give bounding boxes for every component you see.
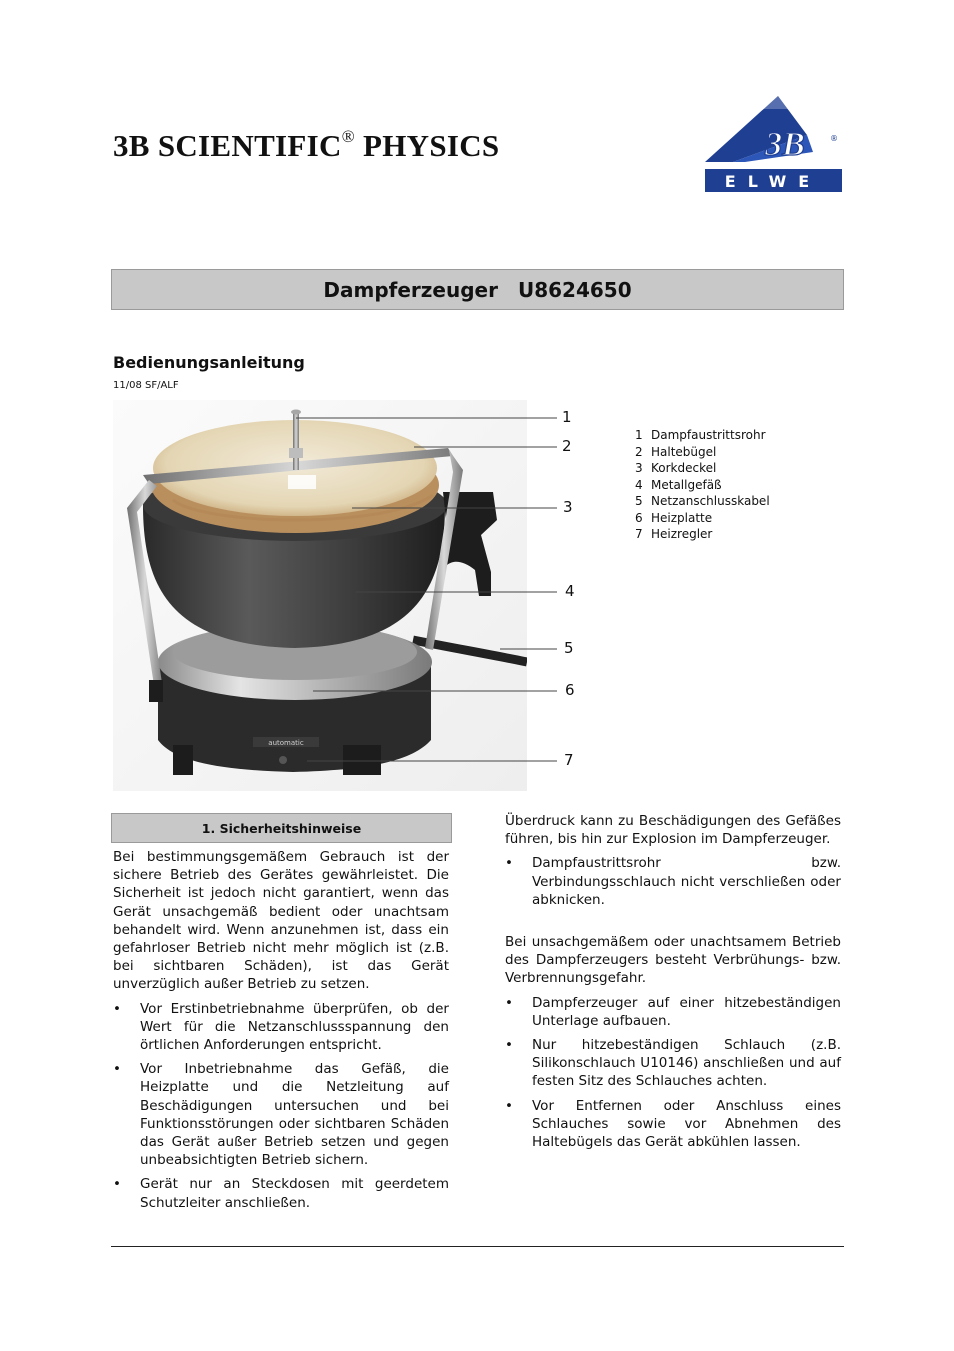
legend-item: 3 Korkdeckel (635, 461, 717, 475)
3b-elwe-logo (703, 95, 842, 193)
svg-text:3B: 3B (765, 126, 805, 163)
footer-rule (111, 1246, 844, 1247)
overpressure-bullet-list (505, 854, 841, 909)
callout-number-5: 5 (564, 639, 574, 657)
svg-text:automatic: automatic (268, 739, 304, 747)
brand-title (113, 128, 499, 164)
bullet-item: • Vor Erstinbetriebnahme überprüfen, ob der Wert für die Netzanschlussspannung den örtlichen Anforderungen entspricht. (113, 1000, 449, 1055)
product-name: Dampferzeuger (323, 277, 498, 302)
section-heading-safety: 1. Sicherheitshinweise (111, 813, 452, 843)
bullet-item: • Dampfaustrittsrohr bzw. Verbindungsschlauch nicht verschließen oder abknicken. (505, 854, 841, 909)
legend-item: 7 Heizregler (635, 527, 713, 541)
legend-item: 4 Metallgefäß (635, 477, 722, 492)
bullet-item: • Nur hitzebeständigen Schlauch (z.B. Silikonschlauch U10146) anschließen und auf festen Sitz des Schlauches achten. (505, 1036, 841, 1091)
scald-warning-paragraph: Bei unsachgemäßem oder unachtsamem Betrieb des Dampferzeugers besteht Verbrühungs- bzw. Verbrennungsgefahr. (505, 934, 841, 987)
callout-number-7: 7 (564, 751, 574, 769)
figure-legend (635, 427, 770, 543)
callout-number-4: 4 (565, 582, 575, 600)
callout-number-6: 6 (565, 681, 575, 699)
legend-item: 6 Heizplatte (635, 510, 713, 525)
document-title-bar (111, 269, 844, 310)
text-column-left (113, 848, 449, 1212)
scald-bullet-list (505, 994, 841, 1152)
brand-main: 3B SCIENTIFIC (113, 128, 342, 163)
bullet-item: • Vor Inbetriebnahme das Gefäß, die Heizplatte und die Netzleitung auf Beschädigungen untersuchen und bei Funktionsstörungen oder sichtbaren Schäden das Gerät außer Betrieb setzen und gegen unbeabsichtigten Betrieb sichern. (113, 1060, 449, 1169)
overpressure-paragraph: Überdruck kann zu Beschädigungen des Gefäßes führen, bis hin zur Explosion im Dampferzeuger. (505, 813, 841, 848)
callout-number-1: 1 (562, 408, 572, 426)
safety-intro-paragraph: Bei bestimmungsgemäßem Gebrauch ist der sichere Betrieb des Gerätes gewährleistet. Die Sicherheit ist jedoch nicht garantiert, wenn das Gerät unsachgemäß bedient oder unachtsam behandelt wird. Wenn anzunehmen ist, dass ein gefahrloser Betrieb nicht mehr möglich ist (z.B. bei sichtbaren Schäden), ist das Gerät unverzüglich außer Betrieb zu setzen. (113, 849, 449, 993)
callout-number-3: 3 (563, 498, 573, 516)
registered-mark: ® (341, 127, 355, 146)
bullet-item: • Dampferzeuger auf einer hitzebeständigen Unterlage aufbauen. (505, 994, 841, 1030)
text-column-right (505, 812, 841, 1151)
steam-generator-photo (113, 400, 527, 791)
legend-item: 2 Haltebügel (635, 444, 717, 459)
svg-text:®: ® (830, 134, 838, 143)
bullet-item: • Gerät nur an Steckdosen mit geerdetem Schutzleiter anschließen. (113, 1175, 449, 1211)
callout-number-2: 2 (562, 437, 572, 455)
product-code: U8624650 (517, 277, 632, 302)
document-code: 11/08 SF/ALF (113, 380, 179, 391)
legend-item: 5 Netzanschlusskabel (635, 494, 770, 508)
bullet-item: • Vor Entfernen oder Anschluss eines Schlauches sowie vor Abnehmen des Haltebügels das Gerät abkühlen lassen. (505, 1097, 841, 1152)
svg-text:ELWE: ELWE (724, 172, 822, 191)
legend-item: 1 Dampfaustrittsrohr (635, 428, 766, 442)
subtitle: Bedienungsanleitung (113, 353, 305, 372)
brand-tail: PHYSICS (354, 128, 500, 163)
safety-bullet-list (113, 1000, 449, 1212)
